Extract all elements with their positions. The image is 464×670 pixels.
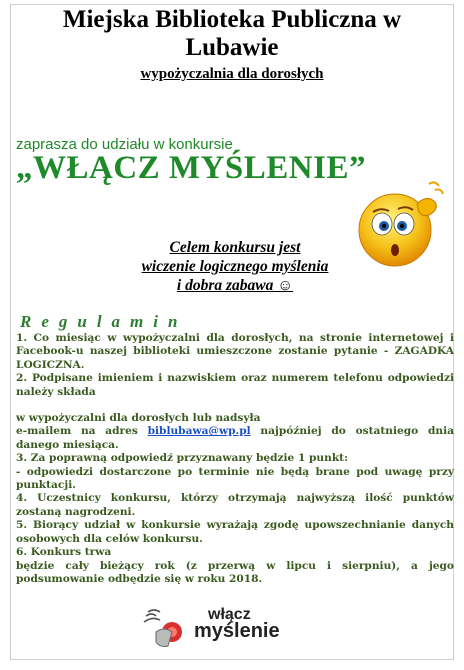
rule-2-cont: w wypożyczalni dla dorosłych lub nadsyła <box>16 412 261 425</box>
department-subtitle: wypożyczalnia dla dorosłych <box>140 66 324 82</box>
invitation-text: zaprasza do udziału w konkursie <box>16 136 233 153</box>
rule-3: 3. Za poprawną odpowiedź przyznawany będzie 1 punkt: <box>16 452 348 465</box>
rule-6: 6. Konkurs trwa <box>16 546 112 559</box>
rules-heading: Regulamin <box>20 312 188 331</box>
contest-name: „WŁĄCZ MYŚLENIE” <box>16 150 366 186</box>
contest-goal: Celem konkursu jest wiczenie logicznego myślenia i dobra zabawa ☺ <box>141 239 329 294</box>
brain-finger-icon <box>142 606 194 654</box>
rule-4: 4. Uczestnicy konkursu, którzy otrzymają najwyższą ilość punktów zostaną nagrodzeni. <box>16 492 454 518</box>
rules-body <box>16 332 454 586</box>
email-link[interactable]: biblubawa@wp.pl <box>147 425 251 438</box>
rule-6-cont: będzie cały bieżący rok (z przerwą w lipcu i sierpniu), a jego podsumowanie odbędzie się w roku 2018. <box>16 559 454 585</box>
rule-1: 1. Co miesiąc w wypożyczalni dla dorosłych, na stronie internetowej i Facebook-u naszej biblioteki umieszczone zostanie pytanie - ZAGADKA LOGICZNA. <box>16 332 454 371</box>
rule-3-note: - odpowiedzi dostarczone po terminie nie będą brane pod uwagę przy punktacji. <box>16 465 454 492</box>
rule-2: 2. Podpisane imieniem i nazwiskiem oraz numerem telefonu odpowiedzi należy składa <box>16 372 454 398</box>
wlacz-myslenie-logo: włącz myślenie <box>142 606 302 654</box>
rule-5: 5. Biorący udział w konkursie wyrażają zgodę upowszechnianie danych osobowych dla celów konkursu. <box>16 519 454 545</box>
rule-2-email: e-mailem na adres biblubawa@wp.pl najpóźniej do ostatniego dnia danego miesiąca. <box>16 425 454 451</box>
library-title: Miejska Biblioteka Publiczna w Lubawie <box>62 6 402 61</box>
